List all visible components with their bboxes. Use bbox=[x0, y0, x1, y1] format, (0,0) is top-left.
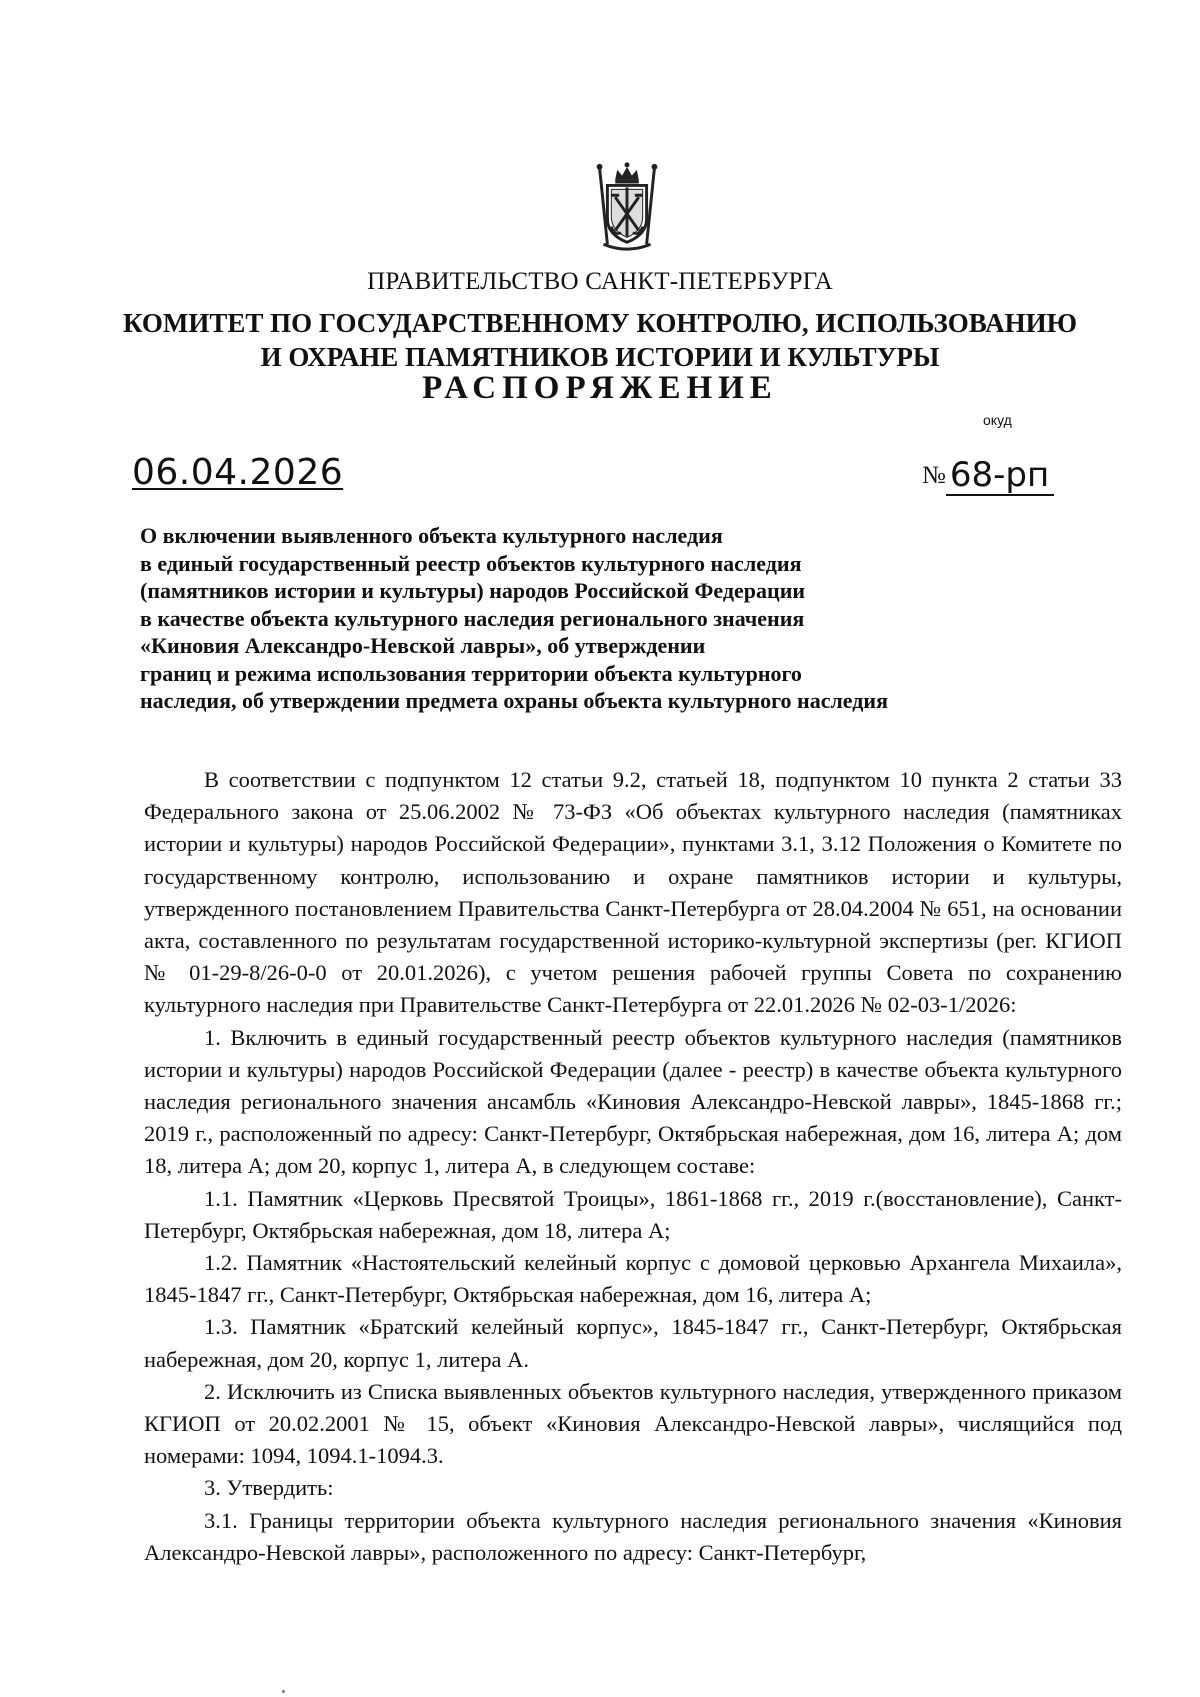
item-1-paragraph: 1. Включить в единый государственный реестр объектов культурного наследия (памятников истории и культуры) народов Российской Федерации (далее - реестр) в качестве объекта культурного наследия регионального значения ансамбль «Киновия Александро-Невской лавры», 1845-1868 гг.; 2019 г., расположенный по адресу: Санкт-Петербург, Октябрьская набережная, дом 16, литера А; дом 18, литера А; дом 20, корпус 1, литера А, в следующем составе: bbox=[144, 1024, 1122, 1179]
subject-line: (памятников истории и культуры) народов Российской Федерации bbox=[140, 578, 806, 603]
subject-line: в качестве объекта культурного наследия регионального значения bbox=[140, 605, 805, 631]
item-3-1-paragraph: 3.1. Границы территории объекта культурного наследия регионального значения «Киновия Александро-Невской лавры», расположенного по адресу: Санкт-Петербург, bbox=[144, 1507, 1122, 1565]
document-date: 06.04.2026 bbox=[132, 452, 344, 493]
committee-title-line-2: И ОХРАНЕ ПАМЯТНИКОВ ИСТОРИИ И КУЛЬТУРЫ bbox=[260, 342, 940, 372]
saint-petersburg-coat-of-arms-icon bbox=[578, 158, 676, 256]
preamble-paragraph: В соответствии с подпунктом 12 статьи 9.2, статьей 18, подпунктом 10 пункта 2 статьи 33 Федерального закона от 25.06.2002 № 73-ФЗ «Об объектах культурного наследия (памятниках истории и культуры) народов Российской Федерации», пунктами 3.1, 3.12 Положения о Комитете по государственному контролю, использованию и охране памятников истории и культуры, утвержденного постановлением Правительства Санкт-Петербурга от 28.04.2004 № 651, на основании акта, составленного по результатам государственной историко-культурной экспертизы (рег. КГИОП № 01-29-8/26-0-0 от 20.01.2026), с учетом решения рабочей группы Совета по сохранению культурного наследия при Правительстве Санкт-Петербурга от 22.01.2026 № 02-03-1/2026: bbox=[144, 767, 1122, 1018]
document-body bbox=[144, 764, 1122, 1569]
committee-title-line-1: КОМИТЕТ ПО ГОСУДАРСТВЕННОМУ КОНТРОЛЮ, ИСПОЛЬЗОВАНИЮ bbox=[123, 308, 1077, 338]
scan-speck bbox=[282, 1690, 285, 1693]
government-title: ПРАВИТЕЛЬСТВО САНКТ-ПЕТЕРБУРГА bbox=[367, 268, 833, 295]
document-subject bbox=[140, 522, 1040, 715]
okud-label: окуд bbox=[983, 412, 1012, 428]
committee-title bbox=[0, 306, 1200, 374]
subject-line: наследия, об утверждении предмета охраны объекта культурного наследия bbox=[140, 688, 888, 713]
item-1-2-paragraph: 1.2. Памятник «Настоятельский келейный корпус с домовой церковью Архангела Михаила», 1845-1847 гг., Санкт-Петербург, Октябрьская набережная, дом 16, литера А; bbox=[144, 1250, 1122, 1308]
document-number-label: № bbox=[922, 462, 946, 489]
subject-line: границ и режима использования территории объекта культурного bbox=[140, 660, 802, 686]
subject-line: «Киновия Александро-Невской лавры», об утверждении bbox=[140, 633, 706, 658]
document-number-value: 68-рп bbox=[946, 456, 1054, 496]
document-type-title: РАСПОРЯЖЕНИЕ bbox=[422, 370, 778, 406]
subject-line: в единый государственный реестр объектов культурного наследия bbox=[140, 550, 802, 576]
item-2-paragraph: 2. Исключить из Списка выявленных объектов культурного наследия, утвержденного приказом КГИОП от 20.02.2001 № 15, объект «Киновия Александро-Невской лавры», числящийся под номерами: 1094, 1094.1-1094.3. bbox=[144, 1378, 1122, 1469]
item-3-paragraph: 3. Утвердить: bbox=[204, 1475, 334, 1501]
item-1-3-paragraph: 1.3. Памятник «Братский келейный корпус», 1845-1847 гг., Санкт-Петербург, Октябрьская набережная, дом 20, корпус 1, литера А. bbox=[144, 1314, 1122, 1372]
item-1-1-paragraph: 1.1. Памятник «Церковь Пресвятой Троицы», 1861-1868 гг., 2019 г.(восстановление), Санкт-Петербург, Октябрьская набережная, дом 18, литера А; bbox=[144, 1185, 1122, 1243]
document-number bbox=[922, 456, 1054, 496]
subject-line: О включении выявленного объекта культурного наследия bbox=[140, 523, 723, 548]
